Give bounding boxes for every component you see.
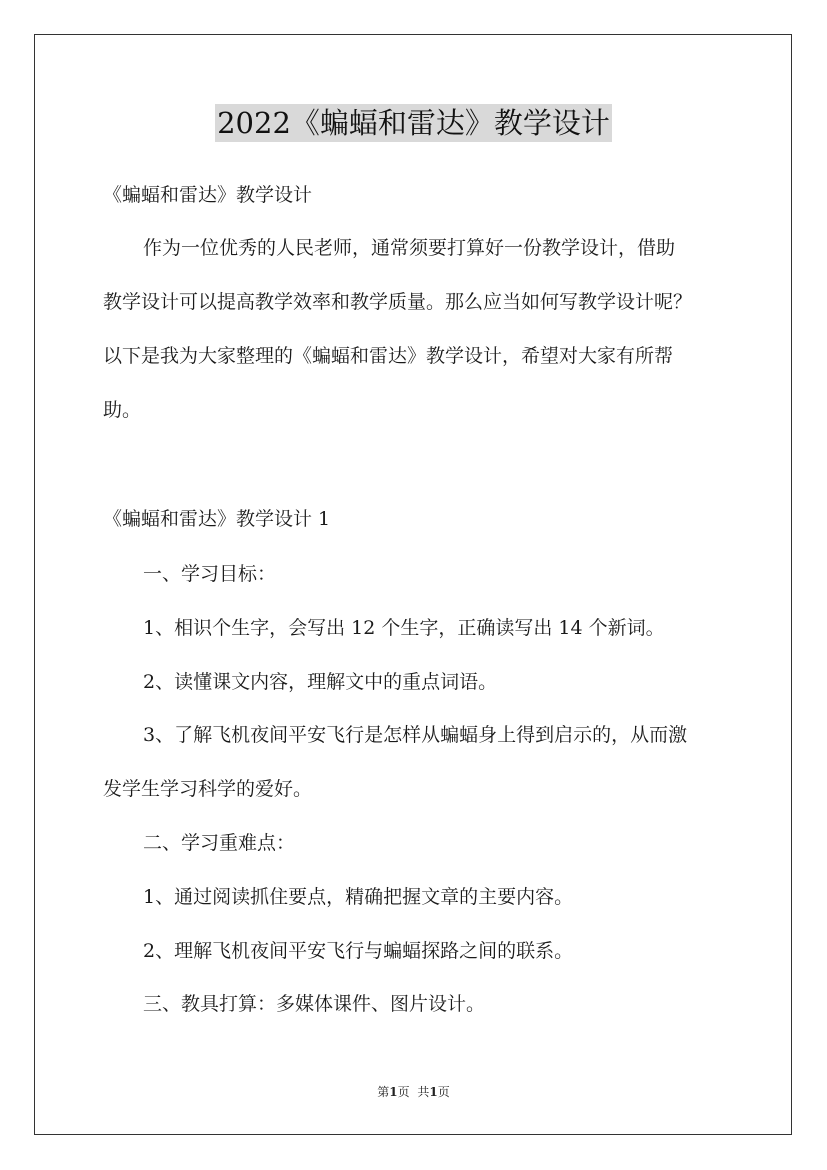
intro-line-3: 以下是我为大家整理的《蝙蝠和雷达》教学设计，希望对大家有所帮 bbox=[103, 345, 674, 367]
document-title: 2022《蝙蝠和雷达》教学设计 bbox=[217, 106, 610, 140]
item-difficulty-2: 2、理解飞机夜间平安飞行与蝙蝠探路之间的联系。 bbox=[143, 940, 574, 962]
section-heading: 《蝙蝠和雷达》教学设计 1 bbox=[103, 508, 331, 530]
item-goal-1: 1、相识个生字，会写出 12 个生字，正确读写出 14 个新词。 bbox=[143, 617, 665, 639]
footer-page-number: 1 bbox=[389, 1085, 398, 1099]
footer-total-number: 1 bbox=[429, 1085, 438, 1099]
subtitle: 《蝙蝠和雷达》教学设计 bbox=[103, 184, 313, 206]
footer-page-prefix: 第 bbox=[377, 1085, 390, 1099]
item-difficulty-1: 1、通过阅读抓住要点，精确把握文章的主要内容。 bbox=[143, 886, 574, 908]
item-goals-heading: 一、学习目标： bbox=[143, 563, 277, 585]
item-goal-3: 3、了解飞机夜间平安飞行是怎样从蝙蝠身上得到启示的，从而激 bbox=[143, 724, 688, 746]
page-footer bbox=[0, 1084, 827, 1100]
item-difficulty-heading: 二、学习重难点： bbox=[143, 832, 296, 854]
footer-total-prefix: 共 bbox=[417, 1085, 430, 1099]
intro-line-1: 作为一位优秀的人民老师，通常须要打算好一份教学设计，借助 bbox=[143, 237, 676, 259]
item-materials: 三、教具打算：多媒体课件、图片设计。 bbox=[143, 993, 486, 1015]
title-wrapper bbox=[0, 104, 827, 142]
intro-line-4: 助。 bbox=[103, 399, 142, 421]
item-goal-3-cont: 发学生学习科学的爱好。 bbox=[103, 778, 313, 800]
footer-page-suffix: 页 bbox=[397, 1085, 410, 1099]
footer-total-suffix: 页 bbox=[437, 1085, 450, 1099]
intro-line-2: 教学设计可以提高教学效率和教学质量。那么应当如何写教学设计呢？ bbox=[103, 291, 693, 313]
item-goal-2: 2、读懂课文内容，理解文中的重点词语。 bbox=[143, 671, 498, 693]
